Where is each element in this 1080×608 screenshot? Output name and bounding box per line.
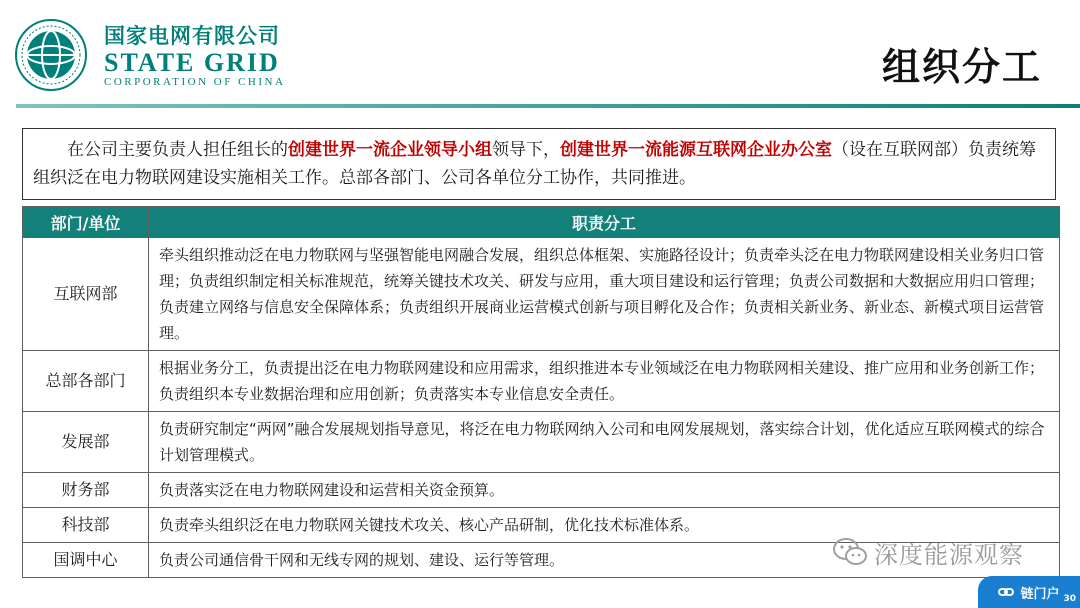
badge-text: 链门户: [1020, 586, 1060, 602]
duty-cell: 牵头组织推动泛在电力物联网与坚强智能电网融合发展，组织总体框架、实施路径设计；负责牵头泛在电力物联网建设相关业务归口管理；负责组织制定相关标准规范，统筹关键技术攻关、研发与应用，重大项目建设和运行管理；负责公司数据和大数据应用归口管理；负责建立网络与信息安全保障体系；负责组织开展商业运营模式创新与项目孵化及合作；负责相关新业务、新业态、新模式项目运营管理。: [149, 238, 1060, 351]
header-duty: 职责分工: [149, 207, 1060, 238]
slide-header: [0, 0, 1080, 110]
header-divider: [16, 104, 1080, 108]
table-row: [23, 238, 1060, 351]
duty-cell: 根据业务分工，负责提出泛在电力物联网建设和应用需求，组织推进本专业领域泛在电力物联网相关建设、推广应用和业务创新工作；负责组织本专业数据治理和应用创新；负责落实本专业信息安全责任。: [149, 351, 1060, 412]
duty-cell: 负责研究制定“两网”融合发展规划指导意见，将泛在电力物联网纳入公司和电网发展规划，落实综合计划，优化适应互联网模式的综合计划管理模式。: [149, 412, 1060, 473]
table-header-row: [23, 207, 1060, 238]
duty-cell: 负责落实泛在电力物联网建设和运营相关资金预算。: [149, 473, 1060, 508]
table-row: [23, 412, 1060, 473]
intro-text-part2: 领导下，: [492, 140, 560, 160]
logo-wordmark: [104, 24, 285, 89]
duty-cell: 负责牵头组织泛在电力物联网关键技术攻关、核心产品研制，优化技术标准体系。: [149, 508, 1060, 543]
logo-chinese-name: 国家电网有限公司: [104, 24, 280, 48]
portal-badge[interactable]: [978, 576, 1080, 608]
table-row: [23, 473, 1060, 508]
page-title: 组织分工: [881, 45, 1042, 89]
intro-highlight-leading-group: 创建世界一流企业领导小组: [288, 140, 492, 160]
page-number: 30: [1063, 594, 1076, 604]
intro-box: [22, 128, 1056, 200]
dept-cell: 总部各部门: [23, 351, 149, 412]
watermark-text: 深度能源观察: [874, 540, 1024, 569]
header-dept: 部门/单位: [23, 207, 149, 238]
link-icon: [998, 584, 1014, 600]
intro-text-part1: 在公司主要负责人担任组长的: [67, 140, 288, 160]
intro-highlight-office: 创建世界一流能源互联网企业办公室: [560, 140, 832, 160]
state-grid-logo-icon: [14, 18, 88, 92]
wechat-icon: [832, 536, 868, 568]
table-row: [23, 351, 1060, 412]
dept-cell: 国调中心: [23, 543, 149, 578]
dept-cell: 互联网部: [23, 238, 149, 351]
dept-cell: 发展部: [23, 412, 149, 473]
responsibility-table: [22, 206, 1060, 578]
logo-english-subname: CORPORATION OF CHINA: [104, 76, 286, 88]
intro-text-part3: （设在互联网部）负责统筹组织泛在电力物联网建设实施相关工作。总部各部门、公司各单位分工协作，共同推进。: [33, 140, 1036, 188]
wechat-watermark: [832, 532, 1024, 572]
dept-cell: 财务部: [23, 473, 149, 508]
dept-cell: 科技部: [23, 508, 149, 543]
logo-english-name: STATE GRID: [104, 48, 280, 77]
duty-cell: 负责公司通信骨干网和无线专网的规划、建设、运行等管理。: [149, 543, 1060, 578]
